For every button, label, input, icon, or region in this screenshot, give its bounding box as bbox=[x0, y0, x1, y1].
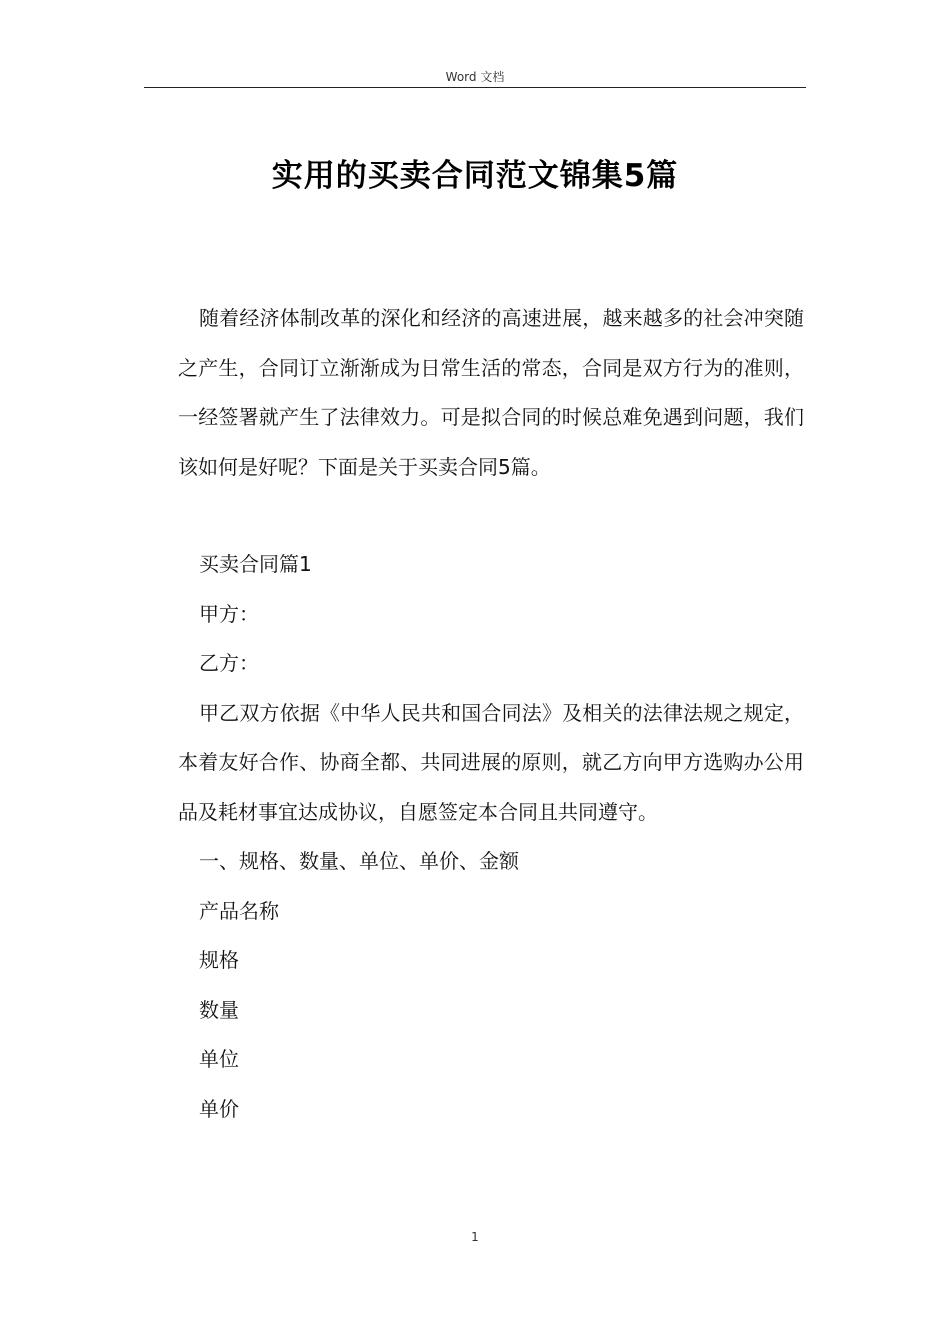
header-divider bbox=[144, 87, 806, 88]
field-unit: 单位 bbox=[199, 1047, 239, 1071]
section-heading: 买卖合同篇1 bbox=[199, 552, 312, 576]
clause-one-heading: 一、规格、数量、单位、单价、金额 bbox=[199, 849, 519, 873]
field-unit-price: 单价 bbox=[199, 1096, 239, 1121]
field-spec: 规格 bbox=[199, 948, 239, 972]
intro-paragraph: 随着经济体制改革的深化和经济的高速进展，越来越多的社会冲突随之产生，合同订立渐渐成为日常生活的常态，合同是双方行为的准则，一经签署就产生了法律效力。可是拟合同的时候总难免遇到问题，我们该如何是好呢？下面是关于买卖合同5篇。 bbox=[178, 306, 804, 479]
contract-body bbox=[178, 540, 804, 1134]
document-title: 实用的买卖合同范文锦集5篇 bbox=[271, 158, 679, 194]
agreement-paragraph: 甲乙双方依据《中华人民共和国合同法》及相关的法律法规之规定，本着友好合作、协商全都、共同进展的原则，就乙方向甲方选购办公用品及耗材事宜达成协议，自愿签定本合同且共同遵守。 bbox=[178, 700, 804, 824]
page-number: 1 bbox=[471, 1230, 479, 1244]
field-product-name: 产品名称 bbox=[199, 898, 279, 923]
field-quantity: 数量 bbox=[199, 997, 239, 1022]
party-a-line: 甲方： bbox=[199, 601, 259, 626]
intro-block bbox=[178, 294, 804, 492]
page-header: Word 文档 bbox=[445, 70, 505, 84]
party-b-line: 乙方： bbox=[199, 651, 259, 675]
